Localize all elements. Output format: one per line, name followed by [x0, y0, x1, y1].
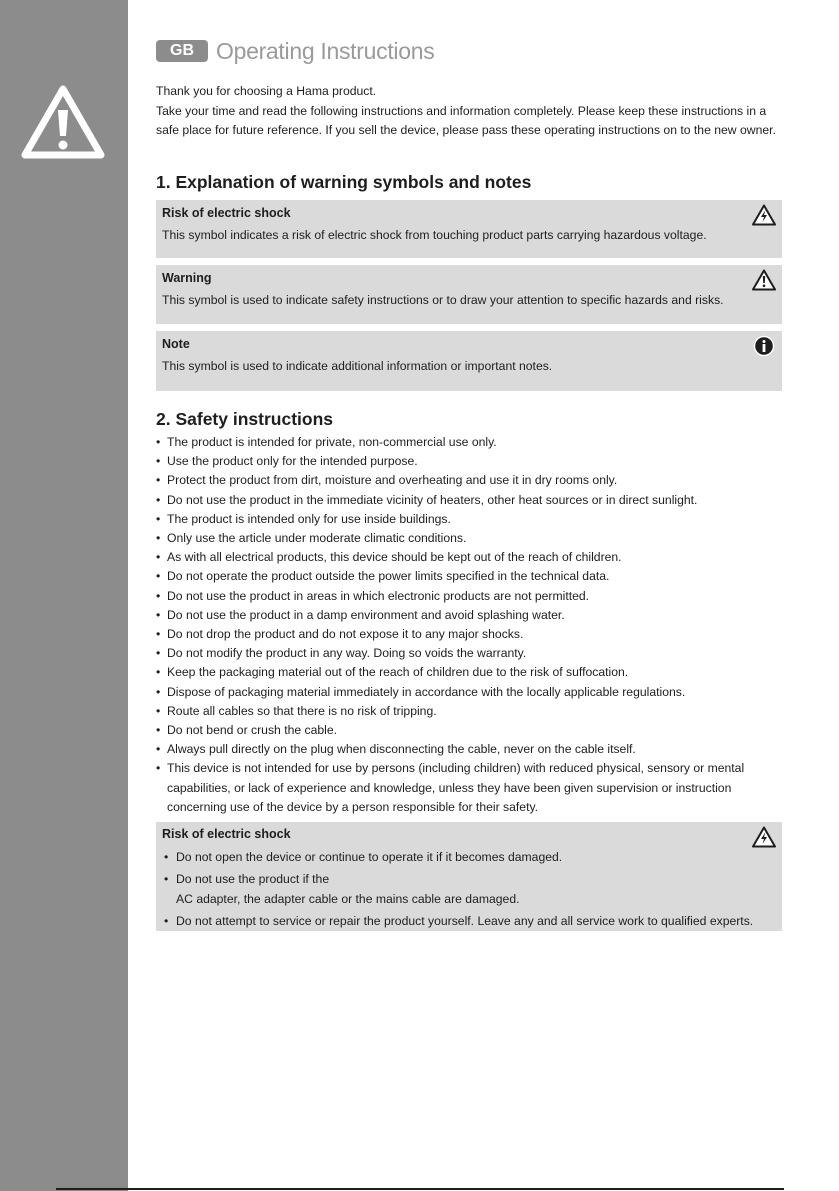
section-heading: 1. Explanation of warning symbols and notes [156, 172, 532, 192]
footer-rule [56, 1188, 784, 1190]
electric-shock-warning-box [156, 822, 782, 931]
list-item: • Only use the article under moderate climatic conditions. [156, 529, 784, 548]
list-item: • The product is intended only for use inside buildings. [156, 510, 784, 529]
warning-triangle-icon [20, 84, 106, 160]
list-item: • Do not use the product in a damp environment and avoid splashing water. [156, 606, 784, 625]
intro-paragraph: Take your time and read the following instructions and information completely. Please keep these instructions in a safe place for future reference. If you sell the device, please pass these operating instructions on to the new owner. [156, 103, 776, 137]
list-item: • Do not bend or crush the cable. [156, 721, 784, 740]
info-icon [752, 335, 776, 357]
list-item [162, 869, 776, 909]
list-item: • The product is intended for private, non-commercial use only. [156, 433, 784, 452]
list-item: • Do not modify the product in any way. Doing so voids the warranty. [156, 644, 784, 663]
box-title: Risk of electric shock [162, 206, 291, 220]
electric-shock-warning-icon [752, 204, 776, 226]
shock-warning-list [162, 847, 776, 931]
list-item: • Do not use the product in the immediate vicinity of heaters, other heat sources or in direct sunlight. [156, 491, 784, 510]
list-item: • Do not operate the product outside the power limits specified in the technical data. [156, 567, 784, 586]
list-item: • Do not attempt to service or repair the product yourself. Leave any and all service work to qualified experts. [162, 911, 776, 931]
box-title: Warning [162, 271, 212, 285]
box-text: This symbol is used to indicate safety instructions or to draw your attention to specific hazards and risks. [162, 293, 724, 307]
box-title: Risk of electric shock [162, 827, 291, 841]
electric-shock-warning-icon [752, 826, 776, 848]
intro-text [156, 82, 784, 141]
safety-instructions-list [156, 433, 784, 817]
list-item: • Keep the packaging material out of the reach of children due to the risk of suffocation. [156, 663, 784, 682]
list-item: • Route all cables so that there is no risk of tripping. [156, 702, 784, 721]
list-item: • This device is not intended for use by persons (including children) with reduced physical, sensory or mental capabilities, or lack of experience and knowledge, unless they have been given supervision or instruction concerning use of the device by a person responsible for their safety. [156, 759, 784, 817]
list-item-line: Do not use the product if the [176, 872, 330, 886]
symbol-box-note [156, 331, 782, 391]
section-heading: 2. Safety instructions [156, 409, 333, 429]
warning-triangle-icon [752, 269, 776, 291]
intro-paragraph: Thank you for choosing a Hama product. [156, 84, 377, 98]
list-item: • Do not drop the product and do not expose it to any major shocks. [156, 625, 784, 644]
language-badge: GB [156, 40, 208, 62]
symbol-box-electric-shock [156, 200, 782, 258]
side-bar [0, 0, 128, 1191]
list-item: • Do not use the product in areas in which electronic products are not permitted. [156, 587, 784, 606]
box-text: This symbol indicates a risk of electric shock from touching product parts carrying hazardous voltage. [162, 228, 707, 242]
symbol-box-warning [156, 265, 782, 324]
page-title: Operating Instructions [216, 37, 435, 64]
list-item: • Protect the product from dirt, moisture and overheating and use it in dry rooms only. [156, 471, 784, 490]
list-item-line: AC adapter, the adapter cable or the mains cable are damaged. [176, 892, 520, 906]
box-title: Note [162, 337, 190, 351]
page-header [156, 36, 434, 66]
list-item: • Dispose of packaging material immediately in accordance with the locally applicable regulations. [156, 683, 784, 702]
list-item: • Use the product only for the intended purpose. [156, 452, 784, 471]
list-item: • As with all electrical products, this device should be kept out of the reach of children. [156, 548, 784, 567]
list-item: • Always pull directly on the plug when disconnecting the cable, never on the cable itself. [156, 740, 784, 759]
list-item: • Do not open the device or continue to operate it if it becomes damaged. [162, 847, 776, 867]
box-text: This symbol is used to indicate additional information or important notes. [162, 359, 553, 373]
